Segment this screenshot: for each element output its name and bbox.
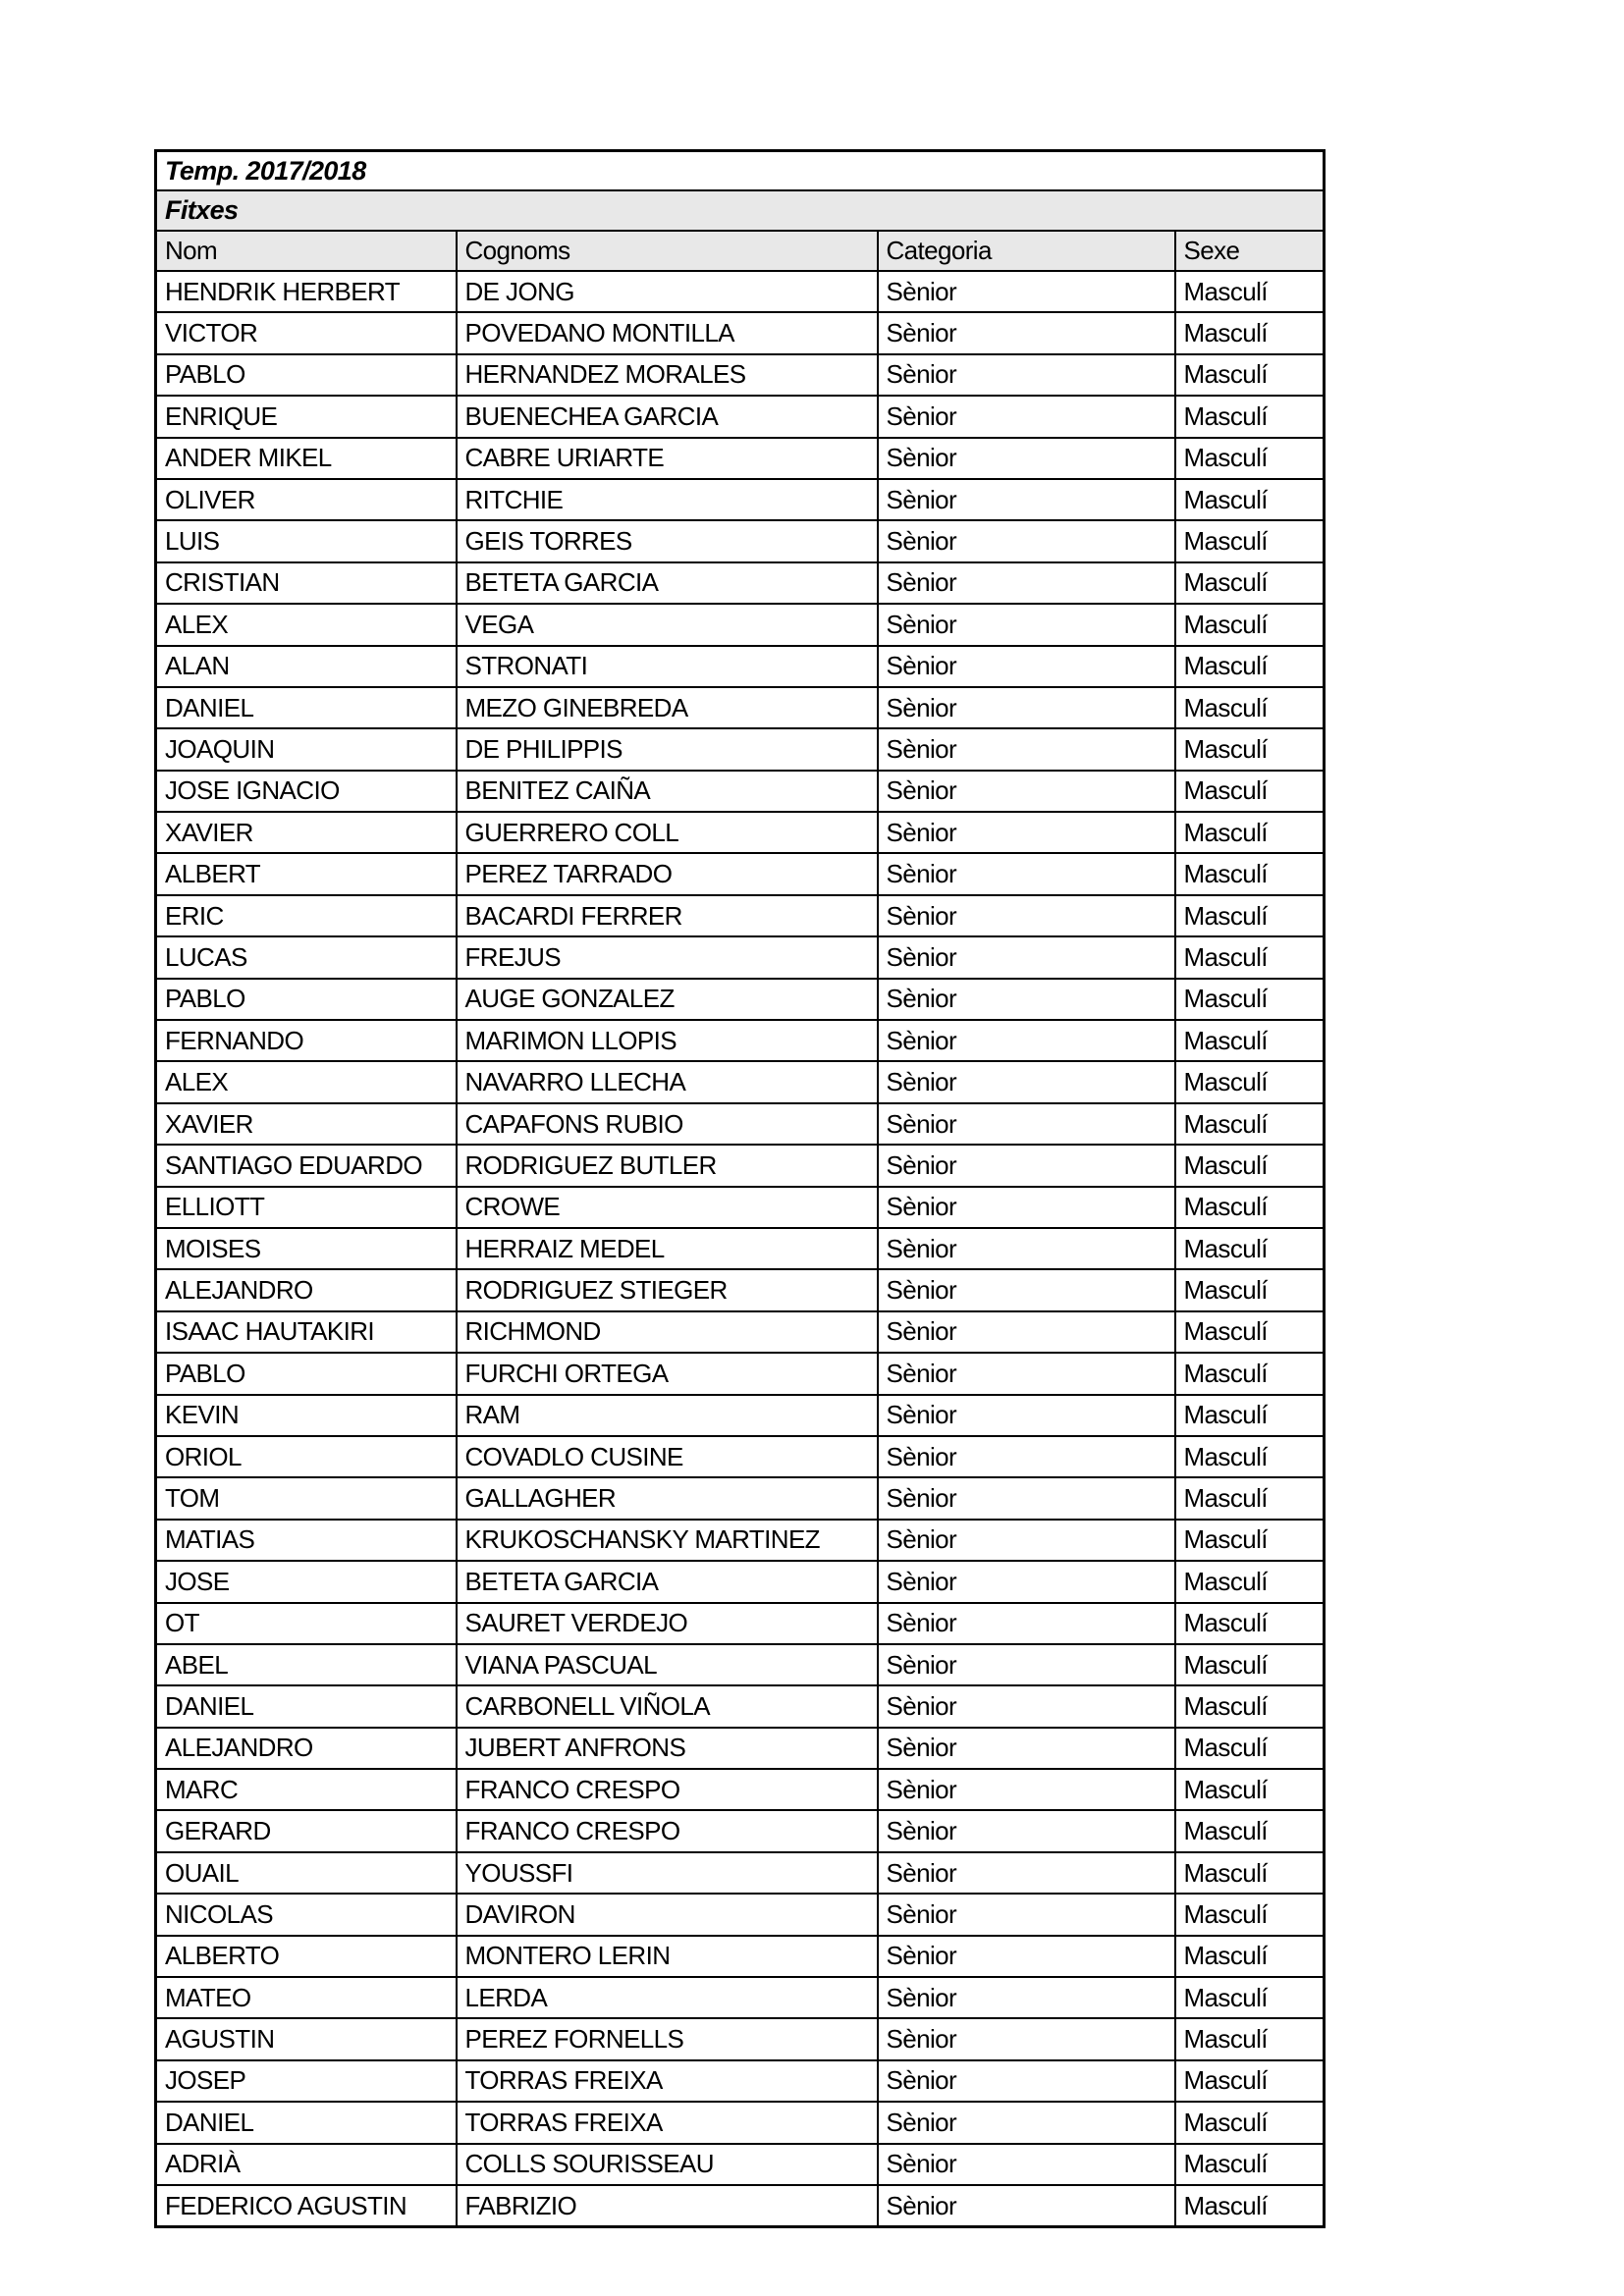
cell-cognoms: SAURET VERDEJO	[457, 1603, 878, 1644]
cell-categoria: Sènior	[878, 1810, 1175, 1851]
cell-cognoms: GALLAGHER	[457, 1477, 878, 1519]
cell-categoria: Sènior	[878, 2018, 1175, 2059]
cell-cognoms: YOUSSFI	[457, 1852, 878, 1894]
cell-categoria: Sènior	[878, 1145, 1175, 1186]
cell-sexe: Masculí	[1175, 1436, 1325, 1477]
cell-cognoms: BETETA GARCIA	[457, 1561, 878, 1602]
cell-sexe: Masculí	[1175, 812, 1325, 853]
cell-sexe: Masculí	[1175, 1269, 1325, 1310]
cell-sexe: Masculí	[1175, 520, 1325, 561]
table-row	[156, 1810, 1325, 1851]
cell-sexe: Masculí	[1175, 1561, 1325, 1602]
cell-categoria: Sènior	[878, 1894, 1175, 1935]
cell-cognoms: BUENECHEA GARCIA	[457, 396, 878, 437]
table-row	[156, 1353, 1325, 1394]
cell-nom: ELLIOTT	[156, 1187, 457, 1228]
table-row	[156, 1603, 1325, 1644]
cell-cognoms: FRANCO CRESPO	[457, 1769, 878, 1810]
cell-sexe: Masculí	[1175, 728, 1325, 770]
cell-cognoms: DE PHILIPPIS	[457, 728, 878, 770]
cell-sexe: Masculí	[1175, 895, 1325, 936]
table-row	[156, 1852, 1325, 1894]
table-row	[156, 479, 1325, 520]
table-row	[156, 1187, 1325, 1228]
cell-nom: NICOLAS	[156, 1894, 457, 1935]
table-row	[156, 1311, 1325, 1353]
cell-categoria: Sènior	[878, 1395, 1175, 1436]
cell-nom: ADRIÀ	[156, 2144, 457, 2185]
table-row	[156, 438, 1325, 479]
cell-nom: MOISES	[156, 1228, 457, 1269]
cell-cognoms: HERNANDEZ MORALES	[457, 354, 878, 396]
table-row	[156, 1436, 1325, 1477]
cell-nom: ABEL	[156, 1644, 457, 1685]
cell-cognoms: CROWE	[457, 1187, 878, 1228]
cell-nom: KEVIN	[156, 1395, 457, 1436]
cell-categoria: Sènior	[878, 936, 1175, 978]
cell-cognoms: CAPAFONS RUBIO	[457, 1103, 878, 1145]
cell-nom: PABLO	[156, 354, 457, 396]
cell-sexe: Masculí	[1175, 2060, 1325, 2102]
cell-cognoms: AUGE GONZALEZ	[457, 979, 878, 1020]
cell-categoria: Sènior	[878, 562, 1175, 604]
cell-sexe: Masculí	[1175, 1311, 1325, 1353]
cell-nom: ALEX	[156, 604, 457, 645]
cell-sexe: Masculí	[1175, 687, 1325, 728]
cell-categoria: Sènior	[878, 1644, 1175, 1685]
table-row	[156, 1769, 1325, 1810]
cell-sexe: Masculí	[1175, 1728, 1325, 1769]
cell-sexe: Masculí	[1175, 1810, 1325, 1851]
table-row	[156, 771, 1325, 812]
cell-sexe: Masculí	[1175, 1769, 1325, 1810]
cell-cognoms: RITCHIE	[457, 479, 878, 520]
cell-categoria: Sènior	[878, 646, 1175, 687]
cell-categoria: Sènior	[878, 895, 1175, 936]
fitxes-table	[154, 149, 1326, 2228]
cell-nom: ENRIQUE	[156, 396, 457, 437]
cell-nom: SANTIAGO EDUARDO	[156, 1145, 457, 1186]
table-row	[156, 1269, 1325, 1310]
cell-cognoms: PEREZ FORNELLS	[457, 2018, 878, 2059]
cell-categoria: Sènior	[878, 1269, 1175, 1310]
cell-categoria: Sènior	[878, 1103, 1175, 1145]
cell-categoria: Sènior	[878, 1603, 1175, 1644]
cell-nom: LUIS	[156, 520, 457, 561]
table-body	[156, 271, 1325, 2227]
table-row	[156, 1477, 1325, 1519]
cell-cognoms: TORRAS FREIXA	[457, 2060, 878, 2102]
cell-cognoms: FRANCO CRESPO	[457, 1810, 878, 1851]
cell-cognoms: GUERRERO COLL	[457, 812, 878, 853]
cell-cognoms: GEIS TORRES	[457, 520, 878, 561]
cell-cognoms: COVADLO CUSINE	[457, 1436, 878, 1477]
cell-nom: ERIC	[156, 895, 457, 936]
cell-categoria: Sènior	[878, 1769, 1175, 1810]
table-row	[156, 396, 1325, 437]
cell-sexe: Masculí	[1175, 1395, 1325, 1436]
cell-nom: MATIAS	[156, 1520, 457, 1561]
table-row	[156, 1228, 1325, 1269]
cell-nom: LUCAS	[156, 936, 457, 978]
cell-categoria: Sènior	[878, 312, 1175, 353]
cell-sexe: Masculí	[1175, 1228, 1325, 1269]
cell-cognoms: NAVARRO LLECHA	[457, 1061, 878, 1102]
cell-sexe: Masculí	[1175, 771, 1325, 812]
table-row	[156, 520, 1325, 561]
cell-sexe: Masculí	[1175, 979, 1325, 1020]
cell-cognoms: BACARDI FERRER	[457, 895, 878, 936]
cell-cognoms: BETETA GARCIA	[457, 562, 878, 604]
cell-nom: TOM	[156, 1477, 457, 1519]
season-title-row	[156, 151, 1325, 191]
cell-cognoms: FREJUS	[457, 936, 878, 978]
table-row	[156, 1520, 1325, 1561]
cell-cognoms: VEGA	[457, 604, 878, 645]
column-header-nom: Nom	[156, 231, 457, 271]
cell-cognoms: STRONATI	[457, 646, 878, 687]
cell-cognoms: DAVIRON	[457, 1894, 878, 1935]
cell-sexe: Masculí	[1175, 1061, 1325, 1102]
cell-nom: ORIOL	[156, 1436, 457, 1477]
cell-sexe: Masculí	[1175, 479, 1325, 520]
table-row	[156, 1728, 1325, 1769]
table-row	[156, 2018, 1325, 2059]
cell-categoria: Sènior	[878, 1228, 1175, 1269]
cell-categoria: Sènior	[878, 687, 1175, 728]
cell-categoria: Sènior	[878, 1311, 1175, 1353]
cell-sexe: Masculí	[1175, 1644, 1325, 1685]
cell-nom: MATEO	[156, 1977, 457, 2018]
table-row	[156, 562, 1325, 604]
column-header-cognoms: Cognoms	[457, 231, 878, 271]
cell-nom: ALBERT	[156, 853, 457, 894]
table-row	[156, 1561, 1325, 1602]
table-row	[156, 2144, 1325, 2185]
table-row	[156, 1395, 1325, 1436]
cell-categoria: Sènior	[878, 812, 1175, 853]
cell-sexe: Masculí	[1175, 2018, 1325, 2059]
cell-sexe: Masculí	[1175, 354, 1325, 396]
cell-categoria: Sènior	[878, 728, 1175, 770]
cell-categoria: Sènior	[878, 2185, 1175, 2227]
table-row	[156, 812, 1325, 853]
cell-sexe: Masculí	[1175, 2185, 1325, 2227]
cell-cognoms: FABRIZIO	[457, 2185, 878, 2227]
cell-sexe: Masculí	[1175, 1977, 1325, 2018]
cell-categoria: Sènior	[878, 438, 1175, 479]
cell-nom: ALEX	[156, 1061, 457, 1102]
cell-sexe: Masculí	[1175, 1685, 1325, 1727]
cell-cognoms: VIANA PASCUAL	[457, 1644, 878, 1685]
cell-categoria: Sènior	[878, 1936, 1175, 1977]
cell-nom: OUAIL	[156, 1852, 457, 1894]
cell-cognoms: FURCHI ORTEGA	[457, 1353, 878, 1394]
cell-nom: FERNANDO	[156, 1020, 457, 1061]
cell-categoria: Sènior	[878, 1187, 1175, 1228]
cell-cognoms: RICHMOND	[457, 1311, 878, 1353]
cell-cognoms: DE JONG	[457, 271, 878, 312]
table-row	[156, 1061, 1325, 1102]
cell-sexe: Masculí	[1175, 1187, 1325, 1228]
cell-sexe: Masculí	[1175, 1477, 1325, 1519]
cell-sexe: Masculí	[1175, 936, 1325, 978]
cell-sexe: Masculí	[1175, 604, 1325, 645]
table-row	[156, 2060, 1325, 2102]
table-row	[156, 895, 1325, 936]
cell-sexe: Masculí	[1175, 1353, 1325, 1394]
cell-cognoms: MARIMON LLOPIS	[457, 1020, 878, 1061]
cell-sexe: Masculí	[1175, 853, 1325, 894]
cell-nom: ALEJANDRO	[156, 1728, 457, 1769]
table-row	[156, 1644, 1325, 1685]
cell-nom: OT	[156, 1603, 457, 1644]
cell-cognoms: PEREZ TARRADO	[457, 853, 878, 894]
table-row	[156, 646, 1325, 687]
cell-cognoms: KRUKOSCHANSKY MARTINEZ	[457, 1520, 878, 1561]
cell-cognoms: RODRIGUEZ STIEGER	[457, 1269, 878, 1310]
cell-categoria: Sènior	[878, 1477, 1175, 1519]
cell-categoria: Sènior	[878, 2144, 1175, 2185]
table-row	[156, 1936, 1325, 1977]
cell-categoria: Sènior	[878, 1852, 1175, 1894]
table-row	[156, 2185, 1325, 2227]
column-header-row	[156, 231, 1325, 271]
section-title-row	[156, 190, 1325, 231]
cell-cognoms: TORRAS FREIXA	[457, 2102, 878, 2143]
cell-nom: DANIEL	[156, 2102, 457, 2143]
cell-sexe: Masculí	[1175, 1603, 1325, 1644]
cell-cognoms: CABRE URIARTE	[457, 438, 878, 479]
cell-sexe: Masculí	[1175, 1520, 1325, 1561]
cell-nom: JOSEP	[156, 2060, 457, 2102]
table-row	[156, 936, 1325, 978]
cell-categoria: Sènior	[878, 2102, 1175, 2143]
cell-categoria: Sènior	[878, 604, 1175, 645]
cell-sexe: Masculí	[1175, 1020, 1325, 1061]
table-row	[156, 1894, 1325, 1935]
cell-cognoms: RAM	[457, 1395, 878, 1436]
cell-nom: ISAAC HAUTAKIRI	[156, 1311, 457, 1353]
cell-nom: JOSE	[156, 1561, 457, 1602]
section-title: Fitxes	[156, 190, 1325, 231]
cell-nom: HENDRIK HERBERT	[156, 271, 457, 312]
cell-nom: ALEJANDRO	[156, 1269, 457, 1310]
cell-cognoms: LERDA	[457, 1977, 878, 2018]
cell-categoria: Sènior	[878, 396, 1175, 437]
cell-nom: GERARD	[156, 1810, 457, 1851]
table-row	[156, 312, 1325, 353]
table-row	[156, 1977, 1325, 2018]
cell-nom: PABLO	[156, 1353, 457, 1394]
cell-sexe: Masculí	[1175, 438, 1325, 479]
cell-nom: VICTOR	[156, 312, 457, 353]
cell-nom: ALBERTO	[156, 1936, 457, 1977]
table-row	[156, 354, 1325, 396]
cell-categoria: Sènior	[878, 1728, 1175, 1769]
cell-sexe: Masculí	[1175, 646, 1325, 687]
cell-nom: ALAN	[156, 646, 457, 687]
cell-categoria: Sènior	[878, 979, 1175, 1020]
cell-categoria: Sènior	[878, 1977, 1175, 2018]
cell-cognoms: HERRAIZ MEDEL	[457, 1228, 878, 1269]
cell-cognoms: BENITEZ CAIÑA	[457, 771, 878, 812]
table-row	[156, 2102, 1325, 2143]
table-row	[156, 853, 1325, 894]
cell-nom: ANDER MIKEL	[156, 438, 457, 479]
cell-sexe: Masculí	[1175, 562, 1325, 604]
table-row	[156, 1103, 1325, 1145]
cell-nom: XAVIER	[156, 812, 457, 853]
cell-nom: JOAQUIN	[156, 728, 457, 770]
cell-categoria: Sènior	[878, 271, 1175, 312]
cell-nom: OLIVER	[156, 479, 457, 520]
cell-categoria: Sènior	[878, 1685, 1175, 1727]
cell-nom: FEDERICO AGUSTIN	[156, 2185, 457, 2227]
season-title: Temp. 2017/2018	[156, 151, 1325, 191]
cell-cognoms: POVEDANO MONTILLA	[457, 312, 878, 353]
cell-sexe: Masculí	[1175, 312, 1325, 353]
cell-categoria: Sènior	[878, 479, 1175, 520]
cell-categoria: Sènior	[878, 1353, 1175, 1394]
column-header-sexe: Sexe	[1175, 231, 1325, 271]
cell-sexe: Masculí	[1175, 2102, 1325, 2143]
cell-nom: DANIEL	[156, 1685, 457, 1727]
table-row	[156, 271, 1325, 312]
cell-nom: MARC	[156, 1769, 457, 1810]
cell-cognoms: RODRIGUEZ BUTLER	[457, 1145, 878, 1186]
cell-categoria: Sènior	[878, 1061, 1175, 1102]
cell-nom: CRISTIAN	[156, 562, 457, 604]
cell-categoria: Sènior	[878, 771, 1175, 812]
cell-sexe: Masculí	[1175, 1103, 1325, 1145]
cell-nom: AGUSTIN	[156, 2018, 457, 2059]
cell-categoria: Sènior	[878, 354, 1175, 396]
cell-categoria: Sènior	[878, 853, 1175, 894]
table-row	[156, 604, 1325, 645]
cell-categoria: Sènior	[878, 2060, 1175, 2102]
cell-sexe: Masculí	[1175, 1852, 1325, 1894]
table-row	[156, 1685, 1325, 1727]
cell-sexe: Masculí	[1175, 1894, 1325, 1935]
table-row	[156, 687, 1325, 728]
cell-sexe: Masculí	[1175, 2144, 1325, 2185]
cell-cognoms: MONTERO LERIN	[457, 1936, 878, 1977]
cell-nom: XAVIER	[156, 1103, 457, 1145]
cell-cognoms: COLLS SOURISSEAU	[457, 2144, 878, 2185]
cell-categoria: Sènior	[878, 520, 1175, 561]
cell-sexe: Masculí	[1175, 396, 1325, 437]
column-header-categoria: Categoria	[878, 231, 1175, 271]
cell-categoria: Sènior	[878, 1436, 1175, 1477]
cell-nom: PABLO	[156, 979, 457, 1020]
cell-cognoms: CARBONELL VIÑOLA	[457, 1685, 878, 1727]
cell-sexe: Masculí	[1175, 1145, 1325, 1186]
cell-cognoms: MEZO GINEBREDA	[457, 687, 878, 728]
table-row	[156, 979, 1325, 1020]
cell-categoria: Sènior	[878, 1520, 1175, 1561]
cell-nom: DANIEL	[156, 687, 457, 728]
cell-cognoms: JUBERT ANFRONS	[457, 1728, 878, 1769]
cell-sexe: Masculí	[1175, 1936, 1325, 1977]
cell-nom: JOSE IGNACIO	[156, 771, 457, 812]
cell-sexe: Masculí	[1175, 271, 1325, 312]
table-row	[156, 1145, 1325, 1186]
cell-categoria: Sènior	[878, 1561, 1175, 1602]
cell-categoria: Sènior	[878, 1020, 1175, 1061]
table-row	[156, 1020, 1325, 1061]
table-row	[156, 728, 1325, 770]
